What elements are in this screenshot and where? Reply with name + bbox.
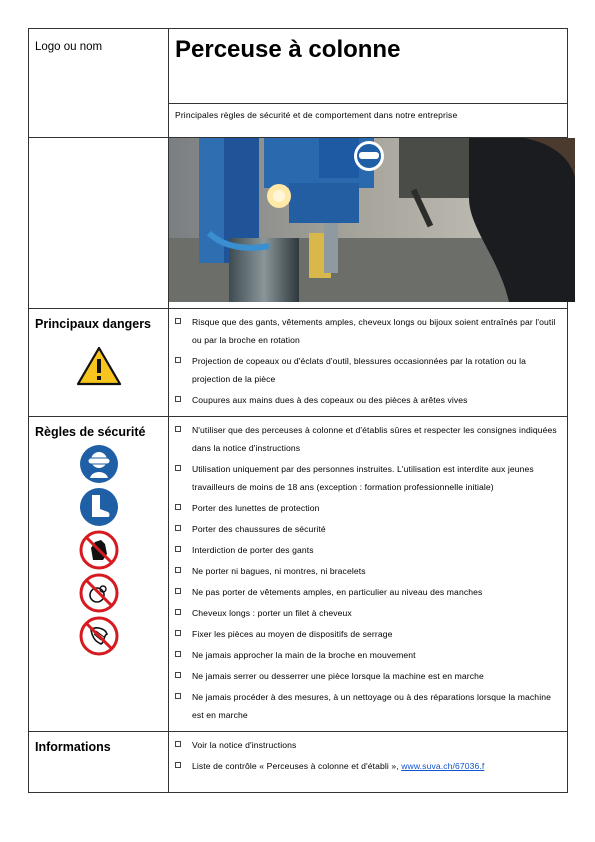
checkbox-icon — [175, 546, 181, 552]
checkbox-icon — [175, 357, 181, 363]
safety-sheet — [28, 28, 568, 793]
dangers-list — [169, 309, 567, 416]
checkbox-icon — [175, 504, 181, 510]
no-jewelry-icon — [79, 573, 119, 613]
dangers-label: Principaux dangers — [35, 317, 152, 331]
list-item-text: N'utiliser que des perceuses à colonne et d'établis sûres et respecter les consignes indiquées dans la notice d'instructions — [192, 425, 557, 453]
list-item-text: Interdiction de porter des gants — [192, 545, 314, 555]
list-item-text: Cheveux longs : porter un filet à cheveux — [192, 608, 352, 618]
checkbox-icon — [175, 672, 181, 678]
list-item — [175, 667, 561, 685]
page-subtitle: Principales règles de sécurité et de comportement dans notre entreprise — [169, 103, 567, 131]
rules-label-cell — [29, 417, 169, 732]
info-list — [169, 732, 567, 782]
checkbox-icon — [175, 567, 181, 573]
list-item — [175, 391, 561, 409]
checkbox-icon — [175, 525, 181, 531]
checkbox-icon — [175, 426, 181, 432]
list-item-text: Utilisation uniquement par des personnes instruites. L'utilisation est interdite aux jeunes travailleurs de moins de 18 ans (exception : formation professionnelle initiale) — [192, 464, 534, 492]
checkbox-icon — [175, 318, 181, 324]
list-item — [175, 562, 561, 580]
list-item — [175, 541, 561, 559]
dangers-icons — [35, 336, 162, 386]
checkbox-icon — [175, 630, 181, 636]
subtitle-cell — [169, 103, 568, 138]
suva-link[interactable]: www.suva.ch/67036.f — [401, 761, 485, 771]
list-item-text: Risque que des gants, vêtements amples, cheveux longs ou bijoux soient entraînés par l'outil ou par la broche en rotation — [192, 317, 556, 345]
list-item-text: Ne jamais approcher la main de la broche en mouvement — [192, 650, 416, 660]
dangers-list-cell — [169, 309, 568, 417]
list-item-text: Ne jamais serrer ou desserrer une pièce lorsque la machine est en marche — [192, 671, 484, 681]
list-item-text: Fixer les pièces au moyen de dispositifs de serrage — [192, 629, 393, 639]
rules-row — [29, 417, 568, 732]
list-item-text: Porter des lunettes de protection — [192, 503, 320, 513]
list-item — [175, 604, 561, 622]
eye-protection-icon — [79, 444, 119, 484]
list-item — [175, 646, 561, 664]
list-item-text: Ne porter ni bagues, ni montres, ni bracelets — [192, 566, 366, 576]
list-item — [175, 757, 561, 775]
no-gloves-icon — [79, 530, 119, 570]
list-item — [175, 688, 561, 724]
info-list-cell — [169, 732, 568, 793]
safety-shoes-icon — [79, 487, 119, 527]
dangers-label-cell — [29, 309, 169, 417]
info-item-text: Voir la notice d'instructions — [192, 740, 297, 750]
no-loose-clothing-icon — [79, 616, 119, 656]
title-cell — [169, 29, 568, 103]
header-row — [29, 29, 568, 103]
dangers-row — [29, 309, 568, 417]
checkbox-icon — [175, 396, 181, 402]
list-item — [175, 313, 561, 349]
warning-triangle-icon — [76, 346, 122, 386]
rules-list-cell — [169, 417, 568, 732]
info-row — [29, 732, 568, 793]
rules-label: Règles de sécurité — [35, 425, 146, 439]
list-item-text: Ne jamais procéder à des mesures, à un nettoyage ou à des réparations lorsque la machine est en marche — [192, 692, 551, 720]
checkbox-icon — [175, 762, 181, 768]
list-item-text: Coupures aux mains dues à des copeaux ou des pièces à arêtes vives — [192, 395, 468, 405]
checkbox-icon — [175, 693, 181, 699]
page-title: Perceuse à colonne — [175, 36, 401, 63]
list-item-text: Porter des chaussures de sécurité — [192, 524, 326, 534]
drill-press-photo — [169, 138, 575, 302]
rules-list — [169, 417, 567, 731]
checkbox-icon — [175, 651, 181, 657]
checkbox-icon — [175, 465, 181, 471]
list-item — [175, 736, 561, 754]
list-item — [175, 460, 561, 496]
checkbox-icon — [175, 741, 181, 747]
logo-cell — [29, 29, 169, 138]
info-label-cell — [29, 732, 169, 793]
list-item-text: Ne pas porter de vêtements amples, en particulier au niveau des manches — [192, 587, 483, 597]
checkbox-icon — [175, 588, 181, 594]
list-item — [175, 499, 561, 517]
info-label: Informations — [35, 740, 111, 754]
safety-table — [28, 28, 568, 793]
list-item-text: Projection de copeaux ou d'éclats d'outil, blessures occasionnées par la rotation ou la projection de la pièce — [192, 356, 526, 384]
logo-label: Logo ou nom — [35, 41, 103, 53]
info-item-text: Liste de contrôle « Perceuses à colonne et d'établi », — [192, 761, 402, 771]
checkbox-icon — [175, 609, 181, 615]
photo-left-cell — [29, 138, 169, 309]
list-item — [175, 520, 561, 538]
list-item — [175, 352, 561, 388]
rules-icons — [35, 444, 162, 659]
photo-cell — [169, 138, 568, 309]
list-item — [175, 625, 561, 643]
list-item — [175, 583, 561, 601]
list-item — [175, 421, 561, 457]
photo-row — [29, 138, 568, 309]
